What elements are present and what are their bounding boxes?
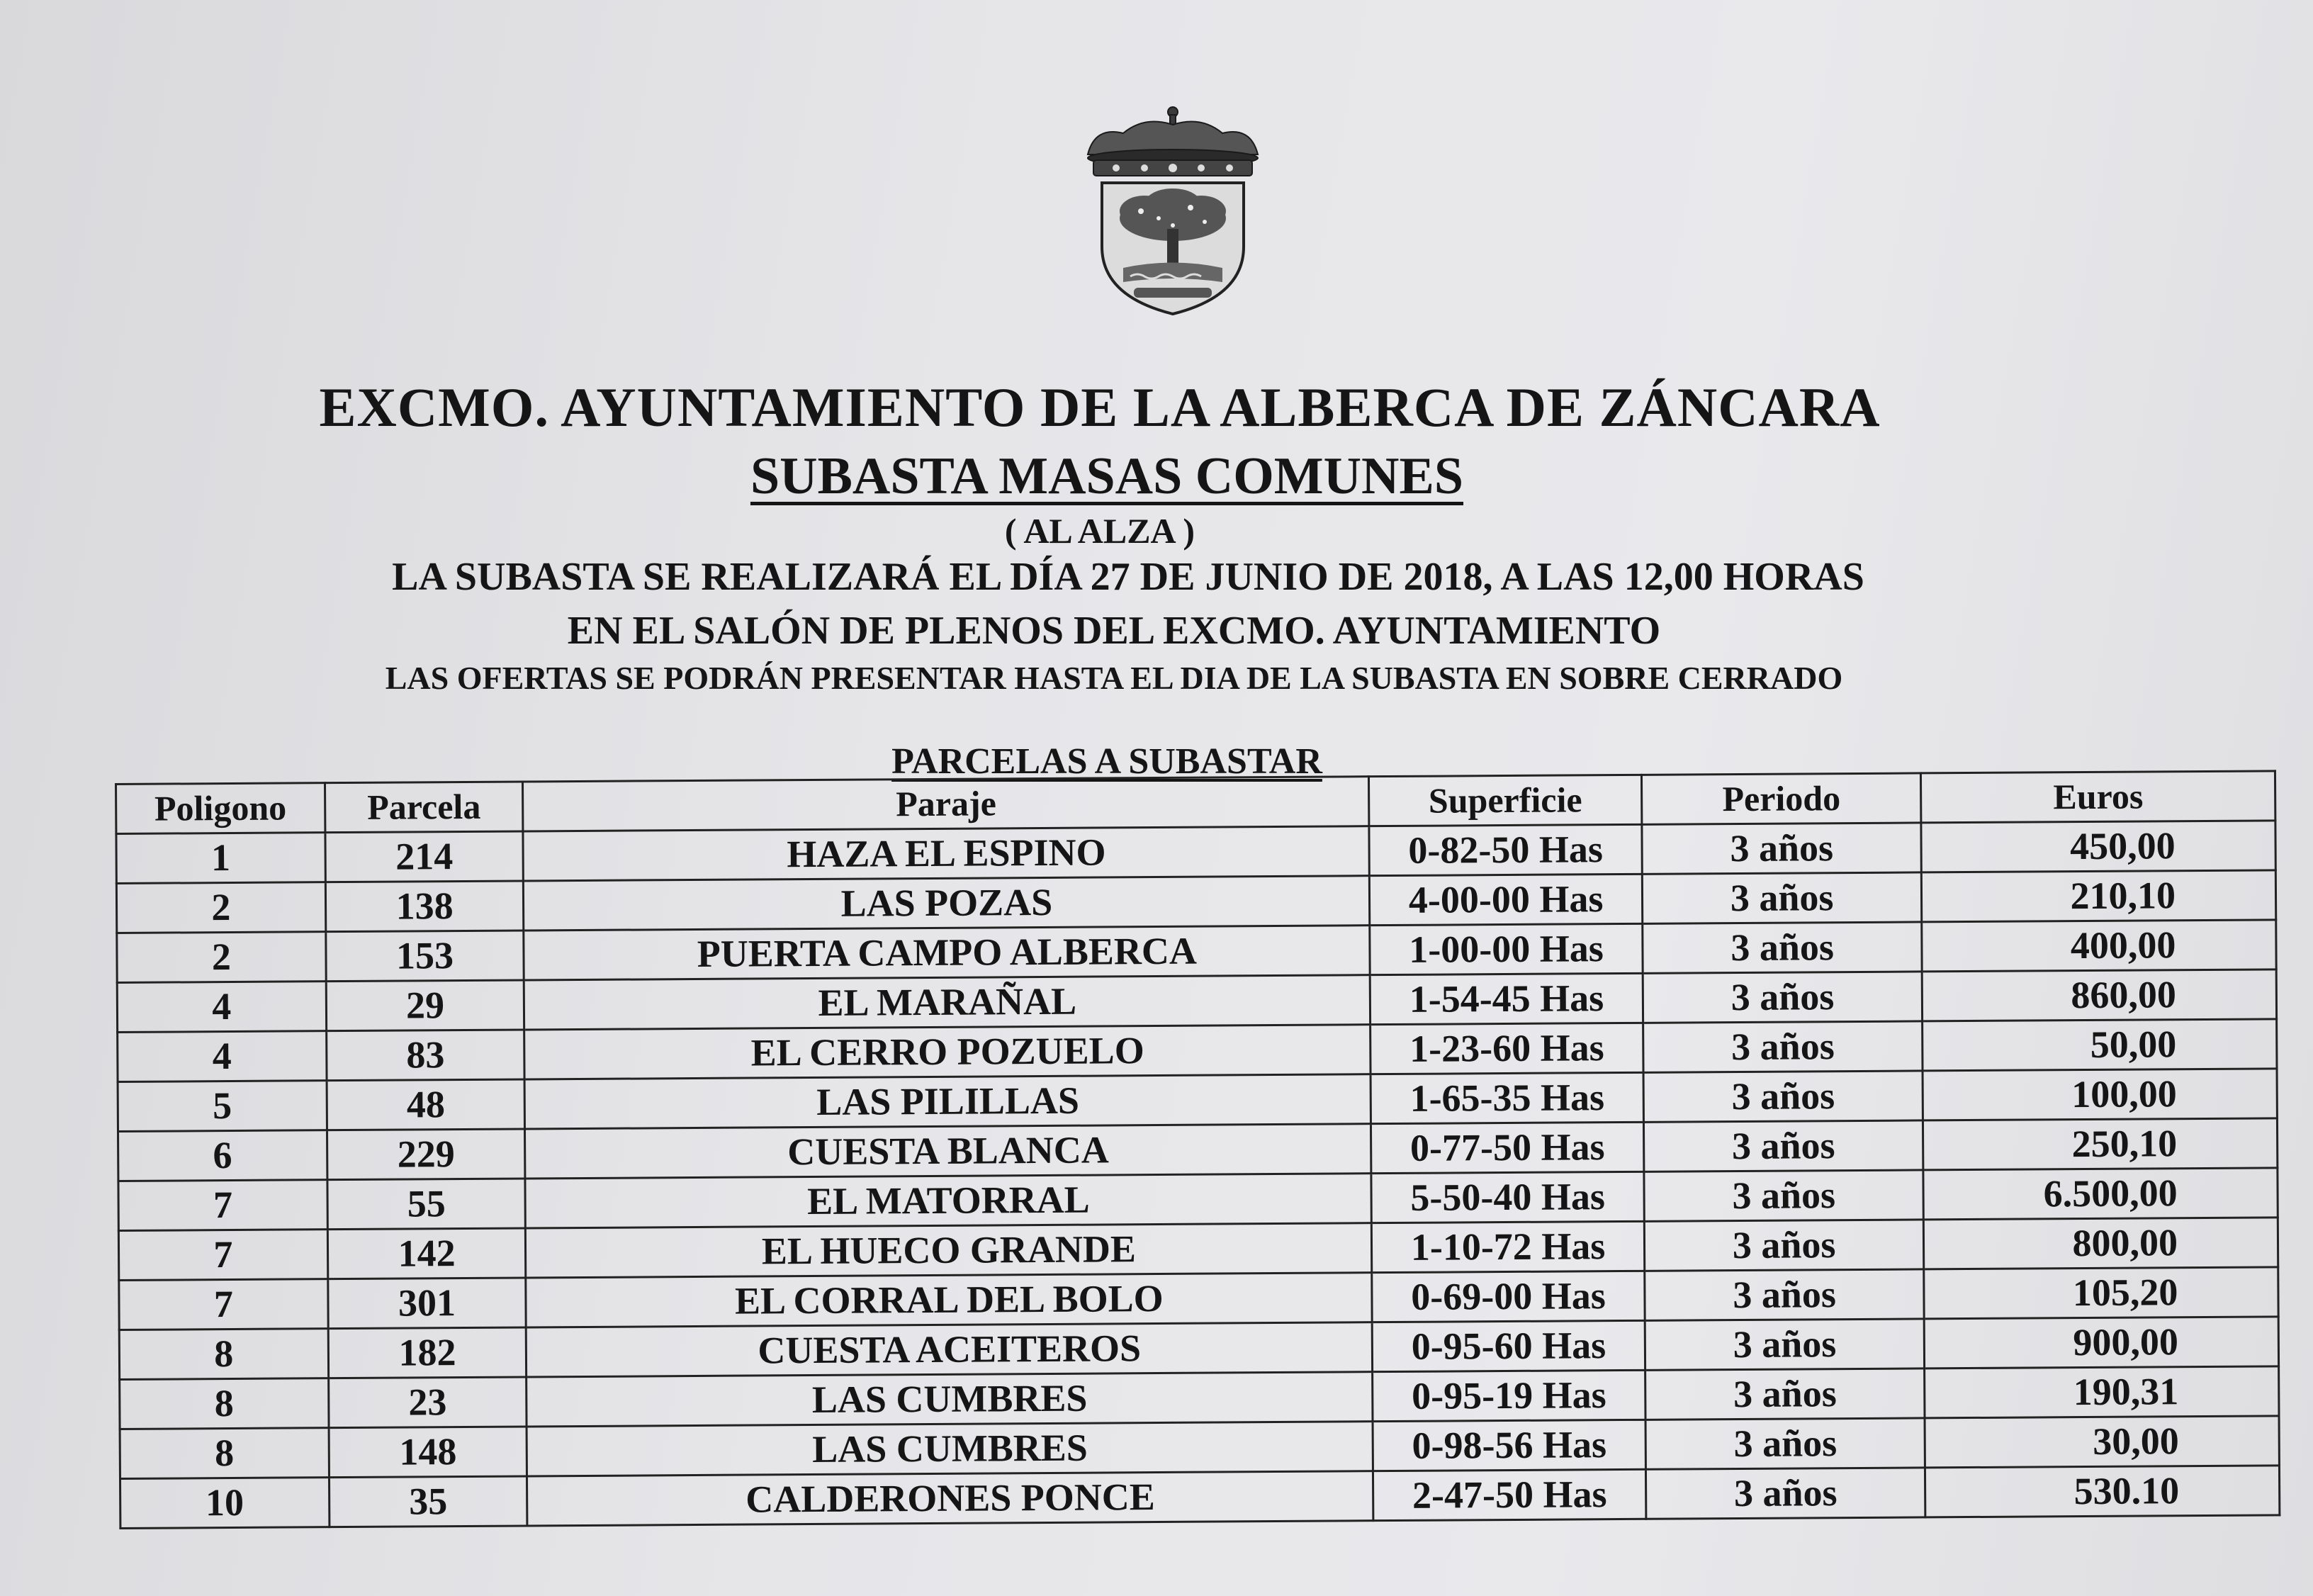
euros-cell: 190,31: [1925, 1366, 2279, 1418]
superficie-cell: 0-77-50 Has: [1371, 1122, 1644, 1173]
superficie-cell: 1-00-00 Has: [1370, 923, 1643, 974]
periodo-cell: 3 años: [1645, 1468, 1925, 1519]
parcela-cell: 138: [325, 881, 524, 932]
poligono-cell: 6: [118, 1130, 327, 1181]
parcela-cell: 48: [327, 1079, 525, 1130]
paraje-cell: LAS POZAS: [524, 876, 1370, 931]
parcela-cell: 83: [326, 1030, 524, 1081]
auction-subtitle: [0, 446, 2263, 507]
paraje-cell: CUESTA BLANCA: [525, 1124, 1371, 1179]
parcela-cell: 229: [327, 1129, 525, 1180]
col-header-euros: Euros: [1921, 771, 2275, 823]
euros-cell: 50,00: [1923, 1019, 2277, 1071]
periodo-cell: 3 años: [1643, 922, 1923, 973]
superficie-cell: 1-10-72 Has: [1372, 1221, 1645, 1272]
paraje-cell: EL MATORRAL: [525, 1174, 1371, 1228]
periodo-cell: 3 años: [1645, 1269, 1925, 1320]
coat-of-arms-icon: [1074, 105, 1272, 317]
poligono-cell: 7: [118, 1230, 327, 1281]
col-header-parcela: Parcela: [325, 782, 523, 833]
poligono-cell: 4: [117, 982, 326, 1033]
euros-cell: 100,00: [1923, 1069, 2277, 1120]
poligono-cell: 4: [118, 1031, 327, 1082]
auction-location-line: EN EL SALÓN DE PLENOS DEL EXCMO. AYUNTAMIENTO: [567, 609, 1661, 653]
poligono-cell: 8: [120, 1378, 329, 1429]
parcela-cell: 148: [329, 1427, 527, 1478]
periodo-cell: 3 años: [1643, 1120, 1923, 1171]
paraje-cell: EL CERRO POZUELO: [524, 1025, 1371, 1079]
section-heading-text: PARCELAS A SUBASTAR: [891, 741, 1322, 782]
col-header-paraje: Paraje: [523, 777, 1369, 831]
paraje-cell: PUERTA CAMPO ALBERCA: [524, 926, 1370, 980]
periodo-cell: 3 años: [1644, 1170, 1924, 1221]
auction-subtitle-text: SUBASTA MASAS COMUNES: [750, 447, 1464, 505]
periodo-cell: 3 años: [1645, 1418, 1925, 1469]
parcels-table: [115, 770, 2280, 1529]
superficie-cell: 0-69-00 Has: [1372, 1271, 1645, 1322]
euros-cell: 800,00: [1924, 1218, 2278, 1269]
paraje-cell: EL CORRAL DEL BOLO: [526, 1273, 1372, 1327]
euros-cell: 400,00: [1922, 920, 2276, 972]
parcela-cell: 29: [326, 980, 524, 1031]
euros-cell: 105,20: [1924, 1267, 2278, 1319]
superficie-cell: 0-98-56 Has: [1373, 1420, 1645, 1471]
periodo-cell: 3 años: [1642, 823, 1922, 874]
poligono-cell: 2: [116, 882, 325, 933]
parcela-cell: 55: [327, 1179, 526, 1230]
superficie-cell: 0-95-60 Has: [1372, 1320, 1645, 1371]
municipality-title: EXCMO. AYUNTAMIENTO DE LA ALBERCA DE ZÁNCARA: [319, 376, 1881, 438]
euros-cell: 860,00: [1923, 970, 2277, 1021]
parcela-cell: 23: [328, 1377, 527, 1428]
paraje-cell: LAS CUMBRES: [527, 1372, 1373, 1427]
paraje-cell: CALDERONES PONCE: [527, 1471, 1373, 1526]
offers-line: LAS OFERTAS SE PODRÁN PRESENTAR HASTA EL DIA DE LA SUBASTA EN SOBRE CERRADO: [385, 660, 1843, 696]
col-header-periodo: Periodo: [1641, 773, 1921, 824]
table-body: [116, 821, 2280, 1529]
poligono-cell: 8: [119, 1329, 328, 1380]
paraje-cell: EL MARAÑAL: [524, 975, 1371, 1030]
superficie-cell: 0-82-50 Has: [1369, 824, 1642, 875]
col-header-poligono: Poligono: [116, 783, 325, 834]
periodo-cell: 3 años: [1643, 1021, 1923, 1072]
paraje-cell: HAZA EL ESPINO: [523, 826, 1369, 881]
euros-cell: 900,00: [1925, 1317, 2279, 1369]
parcela-cell: 35: [329, 1476, 527, 1527]
poligono-cell: 2: [117, 932, 326, 983]
periodo-cell: 3 años: [1645, 1319, 1925, 1370]
superficie-cell: 2-47-50 Has: [1373, 1469, 1646, 1520]
periodo-cell: 3 años: [1643, 972, 1923, 1023]
auction-mode: ( AL ALZA ): [1004, 511, 1195, 551]
parcela-cell: 214: [325, 831, 524, 882]
poligono-cell: 1: [116, 833, 325, 884]
parcela-cell: 301: [328, 1278, 527, 1329]
auction-date-line: LA SUBASTA SE REALIZARÁ EL DÍA 27 DE JUNIO DE 2018, A LAS 12,00 HORAS: [392, 555, 1864, 599]
paraje-cell: LAS PILILLAS: [525, 1074, 1371, 1129]
poligono-cell: 8: [120, 1428, 329, 1479]
euros-cell: 530.10: [1925, 1466, 2280, 1517]
poligono-cell: 10: [120, 1478, 329, 1529]
poligono-cell: 7: [119, 1279, 328, 1330]
superficie-cell: 5-50-40 Has: [1371, 1171, 1644, 1223]
periodo-cell: 3 años: [1643, 1071, 1923, 1122]
parcela-cell: 142: [327, 1228, 526, 1279]
paraje-cell: EL HUECO GRANDE: [526, 1223, 1372, 1278]
superficie-cell: 1-23-60 Has: [1371, 1023, 1643, 1074]
parcela-cell: 182: [328, 1327, 527, 1378]
superficie-cell: 1-54-45 Has: [1370, 973, 1643, 1024]
col-header-superficie: Superficie: [1369, 775, 1642, 826]
poligono-cell: 7: [118, 1180, 327, 1231]
superficie-cell: 4-00-00 Has: [1370, 874, 1643, 925]
euros-cell: 6.500,00: [1923, 1168, 2278, 1220]
periodo-cell: 3 años: [1644, 1220, 1924, 1271]
parcela-cell: 153: [326, 931, 524, 982]
superficie-cell: 1-65-35 Has: [1371, 1072, 1643, 1123]
paraje-cell: CUESTA ACEITEROS: [527, 1322, 1373, 1377]
periodo-cell: 3 años: [1645, 1369, 1925, 1420]
poligono-cell: 5: [118, 1081, 327, 1132]
euros-cell: 30,00: [1925, 1416, 2279, 1468]
euros-cell: 250,10: [1923, 1118, 2278, 1170]
euros-cell: 210,10: [1922, 870, 2276, 922]
periodo-cell: 3 años: [1642, 872, 1922, 923]
paraje-cell: LAS CUMBRES: [527, 1422, 1373, 1476]
superficie-cell: 0-95-19 Has: [1373, 1370, 1645, 1421]
euros-cell: 450,00: [1921, 821, 2275, 872]
